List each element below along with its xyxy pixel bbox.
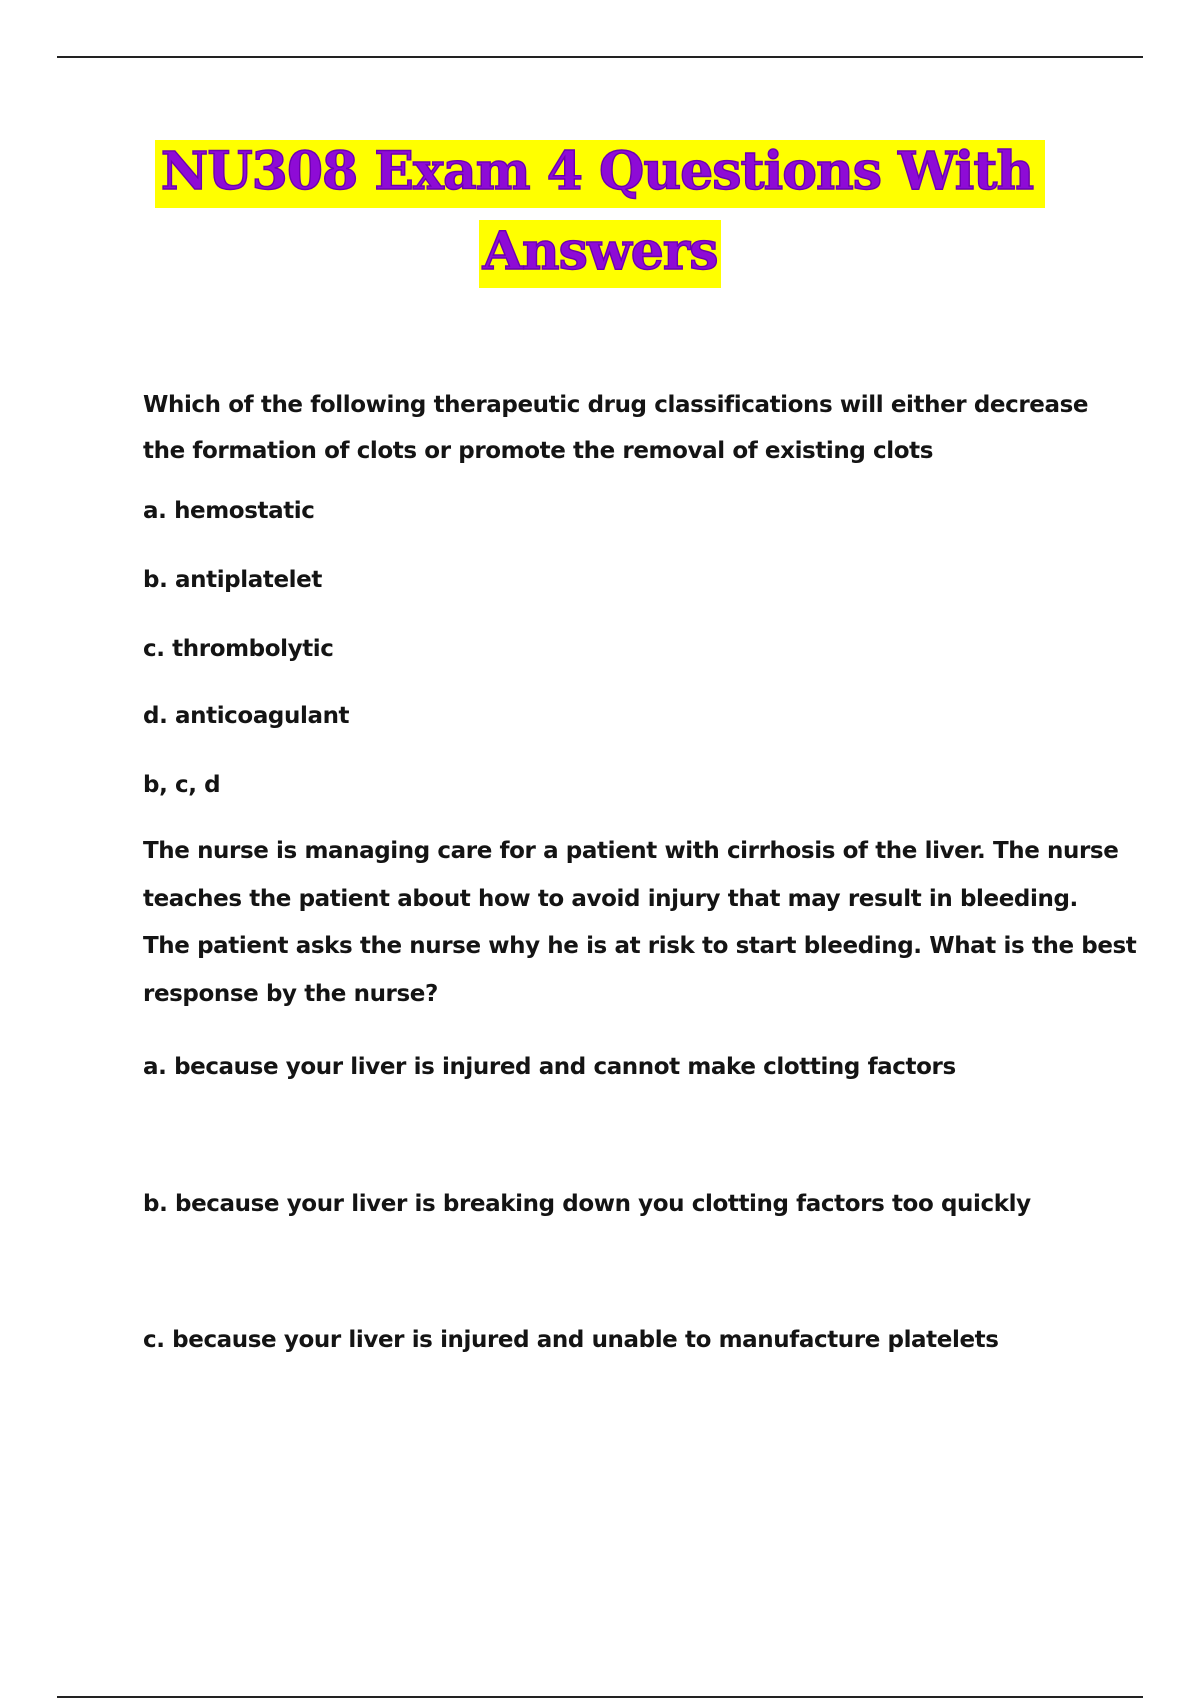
question-2-stem-line: response by the nurse? — [143, 980, 438, 1007]
header-rule — [57, 56, 1143, 58]
question-1-option-c: c. thrombolytic — [143, 636, 334, 662]
question-1-option-b: b. antiplatelet — [143, 567, 322, 593]
title-line-1: NU308 Exam 4 Questions With — [155, 140, 1045, 208]
question-1-option-a: a. hemostatic — [143, 498, 315, 524]
document-title — [0, 140, 1200, 288]
question-1-answer: b, c, d — [143, 772, 221, 798]
question-2-option-a: a. because your liver is injured and cannot make clotting factors — [143, 1054, 956, 1080]
question-1-stem-line: Which of the following therapeutic drug classifications will either decrease — [143, 392, 1089, 418]
question-2-option-c: c. because your liver is injured and unable to manufacture platelets — [143, 1327, 999, 1353]
question-2-stem — [143, 828, 1136, 1018]
footer-rule — [57, 1696, 1143, 1698]
title-line-2: Answers — [479, 220, 722, 288]
question-1-option-d: d. anticoagulant — [143, 703, 350, 729]
question-2-stem-line: The nurse is managing care for a patient with cirrhosis of the liver. The nurse — [143, 838, 1119, 864]
question-2-option-b: b. because your liver is breaking down you clotting factors too quickly — [143, 1191, 1031, 1217]
question-1-stem-line: the formation of clots or promote the removal of existing clots — [143, 438, 934, 464]
question-2-stem-line: teaches the patient about how to avoid injury that may result in bleeding. — [143, 885, 1078, 912]
question-2-stem-line: The patient asks the nurse why he is at risk to start bleeding. What is the best — [143, 933, 1137, 959]
question-1-stem — [143, 382, 1088, 474]
